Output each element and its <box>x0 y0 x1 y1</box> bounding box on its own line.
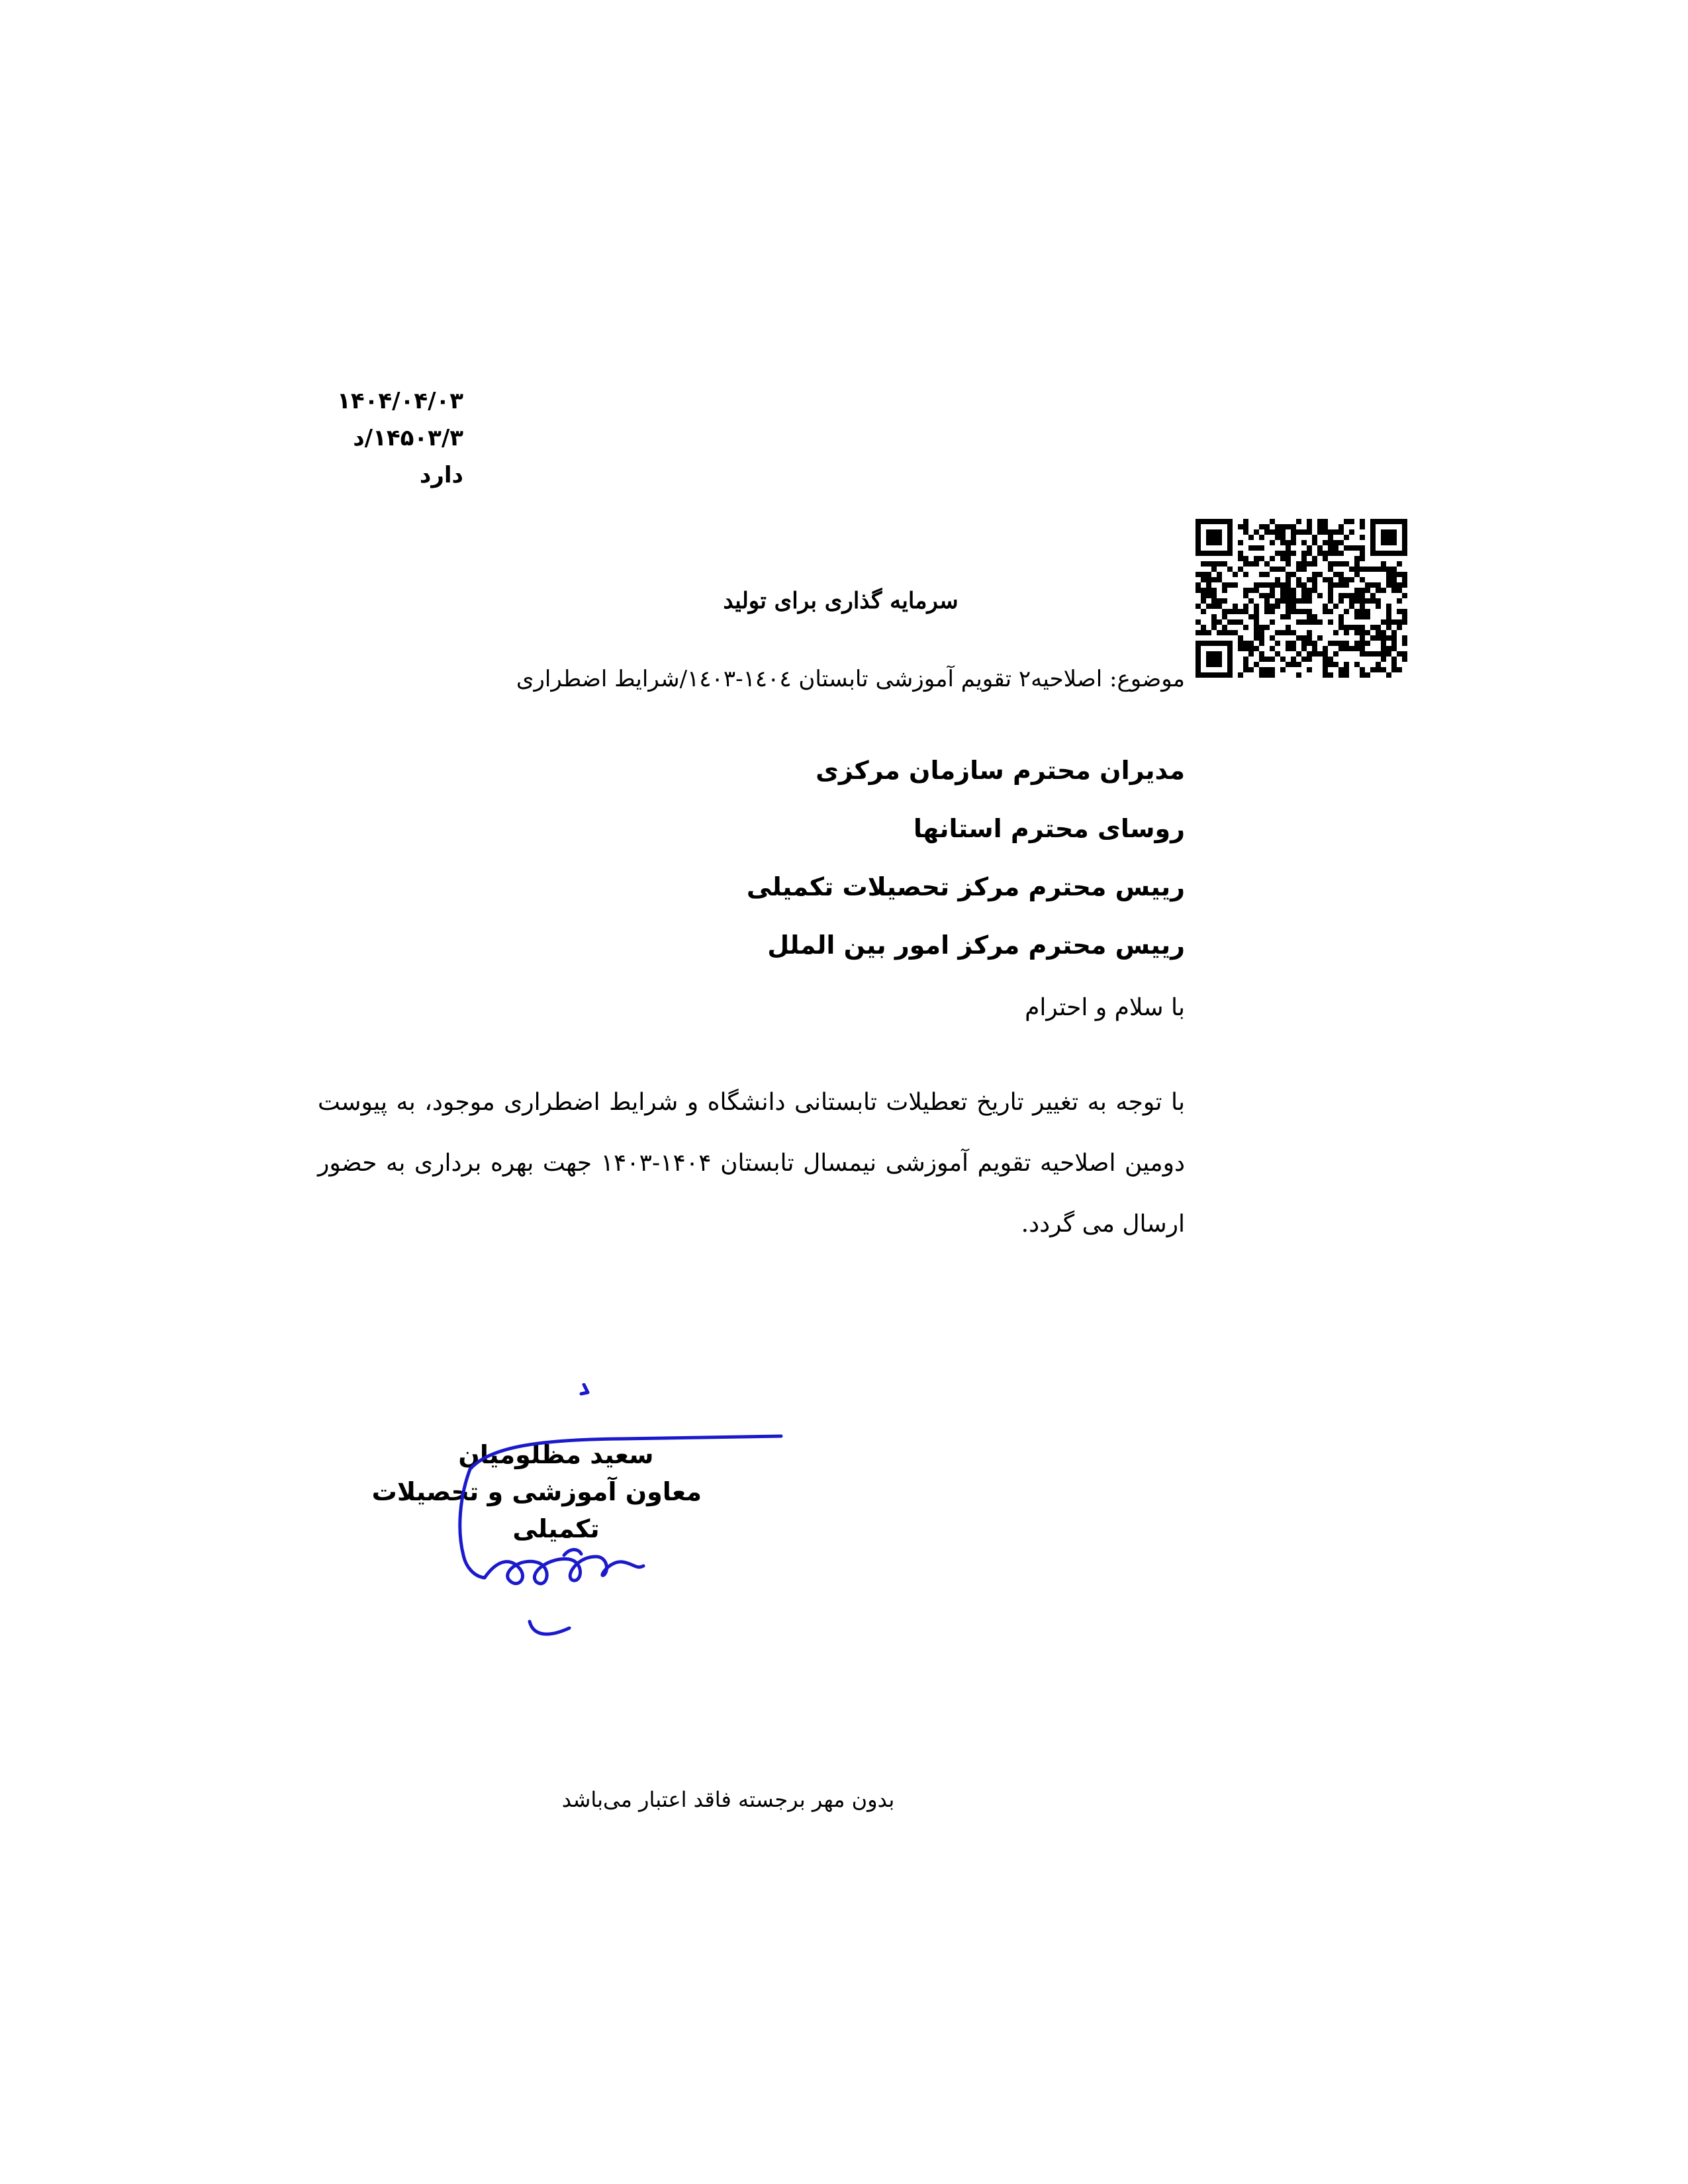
recipient-line: روسای محترم استانها <box>913 814 1185 843</box>
signature-block <box>371 1436 861 1648</box>
letter-attachment: دارد <box>419 462 463 488</box>
slogan: سرمایه گذاری برای تولید <box>723 588 959 614</box>
signer-name: سعید مظلومیان <box>458 1440 654 1469</box>
recipient-line: رییس محترم مرکز تحصیلات تکمیلی <box>746 872 1185 901</box>
letter-subject: موضوع: اصلاحیه۲ تقویم آموزشی تابستان ۱٤٠٤-۱٤٠۳/شرایط اضطراری <box>516 666 1185 692</box>
greeting: با سلام و احترام <box>1025 994 1185 1021</box>
signer-title: معاون آموزشی و تحصیلات <box>371 1477 702 1506</box>
recipient-line: مدیران محترم سازمان مرکزی <box>816 756 1185 785</box>
recipients-list <box>596 741 1185 974</box>
letter-number: ۱۴۵۰۳/۳/د <box>353 425 463 451</box>
signer-title-cont: تکمیلی <box>512 1514 600 1543</box>
footer-note: بدون مهر برجسته فاقد اعتبار می‌باشد <box>561 1787 895 1812</box>
signer <box>371 1436 702 1547</box>
recipient-line: رییس محترم مرکز امور بین الملل <box>767 931 1185 960</box>
letter-date: ۱۴۰۴/۰۴/۰۳ <box>337 388 463 414</box>
letter-meta <box>291 383 463 494</box>
qr-code-icon <box>1196 519 1407 678</box>
letter-body: با توجه به تغییر تاریخ تعطیلات تابستانی دانشگاه و شرایط اضطراری موجود، به پیوست دومین اصلاحیه تقویم آموزشی نیمسال تابستان ۱۴۰۴-۱۴۰۳ جهت بهره برداری به حضور ارسال می گردد. <box>318 1089 1185 1238</box>
